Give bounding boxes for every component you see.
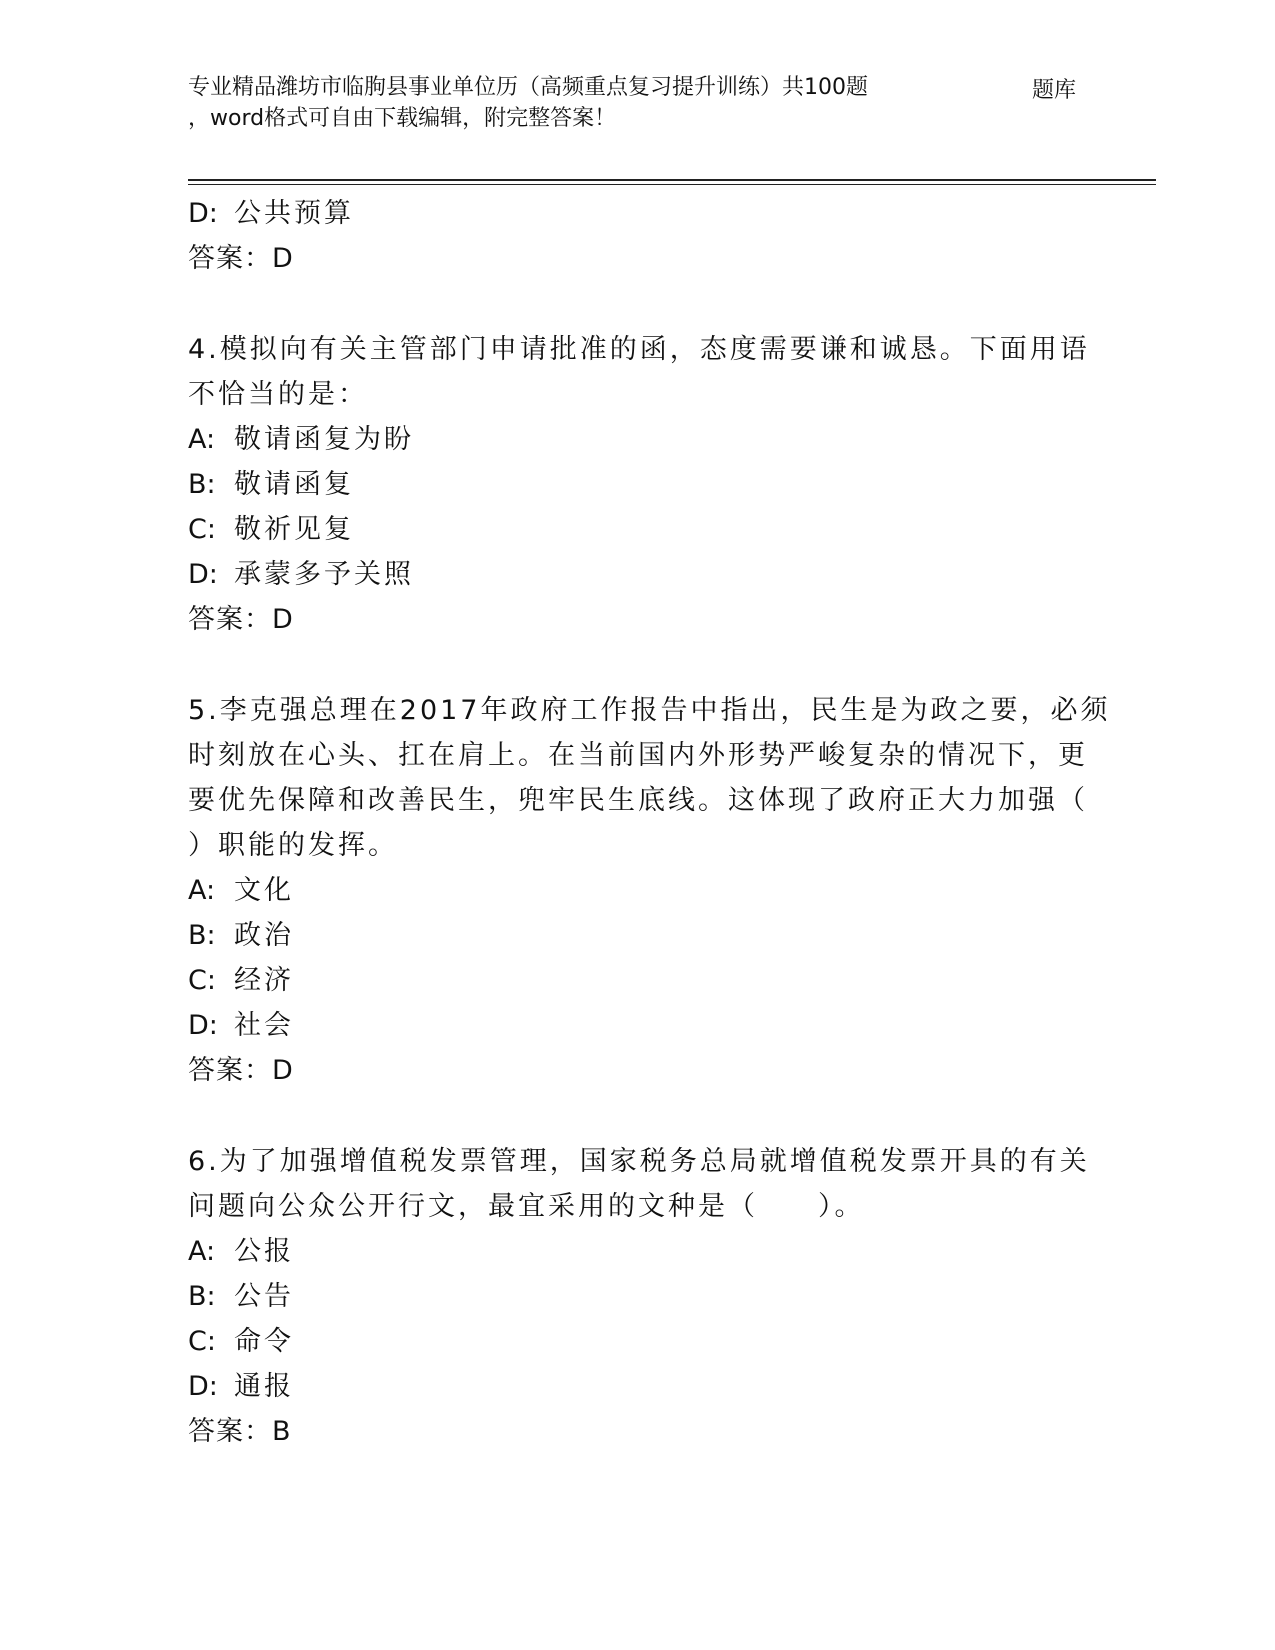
- header-title: 专业精品潍坊市临朐县事业单位历（高频重点复习提升训练）共100题: [188, 75, 868, 100]
- header-rule: [188, 179, 1156, 181]
- question-fragment: [188, 191, 1088, 281]
- option-b: B: 敬请函复: [188, 469, 354, 500]
- option-c: C: 命令: [188, 1326, 294, 1357]
- question-list: [188, 191, 1111, 1454]
- option-d: D: 通报: [188, 1371, 294, 1402]
- question-text: 5.李克强总理在2017年政府工作报告中指出，民生是为政之要，必须: [188, 695, 1111, 726]
- question-text: ）职能的发挥。: [188, 830, 398, 861]
- option-a: A: 敬请函复为盼: [188, 424, 414, 455]
- option-b: B: 政治: [188, 920, 294, 951]
- answer: 答案：D: [188, 1055, 294, 1086]
- header-tag: 题库: [1032, 78, 1077, 103]
- answer: 答案：B: [188, 1416, 292, 1447]
- option-d: D: 公共预算: [188, 198, 354, 229]
- answer: 答案：D: [188, 243, 294, 274]
- option-b: B: 公告: [188, 1281, 294, 1312]
- option-d: D: 社会: [188, 1010, 294, 1041]
- option-c: C: 经济: [188, 965, 294, 996]
- option-d: D: 承蒙多予关照: [188, 559, 414, 590]
- option-c: C: 敬祈见复: [188, 514, 354, 545]
- question-4: [188, 327, 1088, 642]
- question-5: [188, 688, 1111, 1093]
- question-text: 不恰当的是：: [188, 379, 368, 410]
- question-text: 6.为了加强增值税发票管理，国家税务总局就增值税发票开具的有关: [188, 1146, 1090, 1177]
- option-a: A: 文化: [188, 875, 294, 906]
- header-rule-thin: [188, 184, 1156, 185]
- question-text: 时刻放在心头、扛在肩上。在当前国内外形势严峻复杂的情况下，更: [188, 740, 1088, 771]
- question-text: 要优先保障和改善民生，兜牢民生底线。这体现了政府正大力加强（: [188, 785, 1088, 816]
- question-6: [188, 1139, 1088, 1454]
- question-text: 4.模拟向有关主管部门申请批准的函，态度需要谦和诚恳。下面用语: [188, 334, 1090, 365]
- answer: 答案：D: [188, 604, 294, 635]
- header-subtitle: ，word格式可自由下载编辑，附完整答案！: [188, 106, 617, 131]
- option-a: A: 公报: [188, 1236, 294, 1267]
- question-text: 问题向公众公开行文，最宜采用的文种是（ ）。: [188, 1191, 865, 1222]
